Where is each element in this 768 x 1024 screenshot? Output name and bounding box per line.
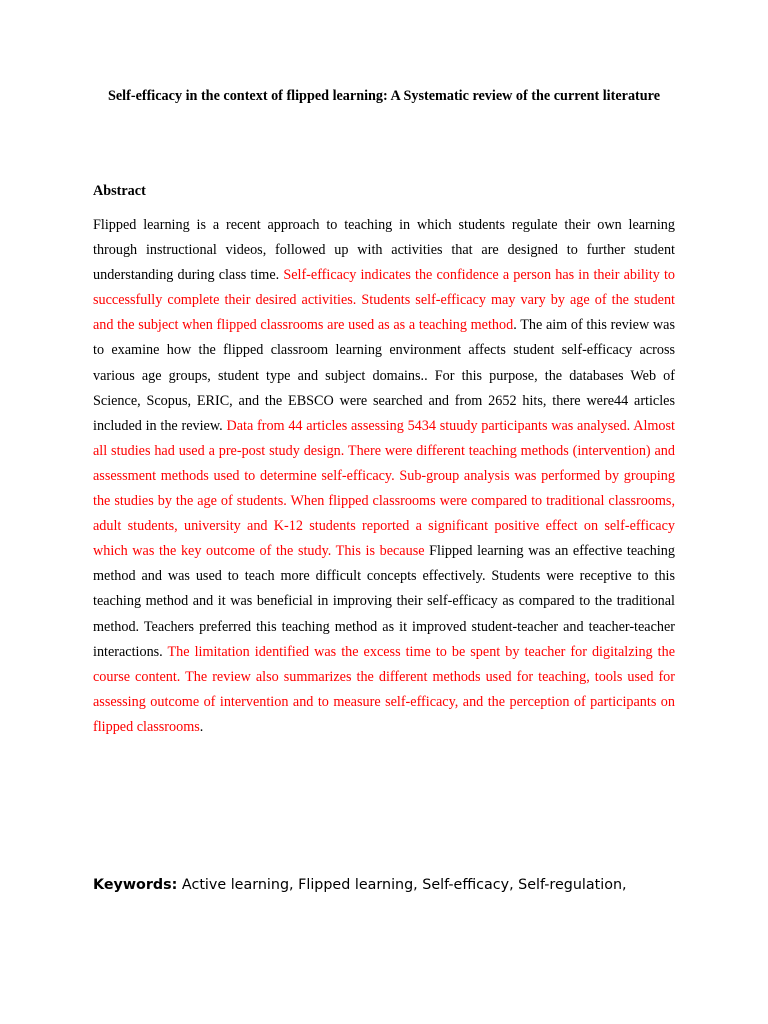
- keywords-list: Active learning, Flipped learning, Self-efficacy, Self-regulation,: [177, 877, 627, 893]
- abstract-segment: Flipped learning is a recent approach to teaching in which students regulate their own learning through instructional videos, followed up with activities that are designed to further student understanding during class time.: [93, 217, 675, 284]
- abstract-segment: . The aim of this review was to examine how the flipped classroom learning environment affects student self-efficacy across various age groups, student type and subject domains.. For this purpose, the databases Web of Science, Scopus, ERIC, and the EBSCO were searched and from 2652 hits, there were44 articles included in the review.: [93, 317, 675, 434]
- abstract-segment: .: [199, 718, 204, 735]
- abstract-segment-highlighted: Data from 44 articles assessing 5434 stuudy participants was analysed. Almost all studies had used a pre-post study design. There were different teaching methods (intervention) and assessment methods used to determine self-efficacy. Sub-group analysis was performed by grouping the studies by the age of students. When flipped classrooms were compared to traditional classrooms, adult students, university and K-12 students reported a significant positive effect on self-efficacy which was the key outcome of the study. This is because: [93, 417, 675, 560]
- abstract-segment: Flipped learning was an effective teaching method and was used to teach more difficult concepts effectively. Students were receptive to this teaching method and it was beneficial in improving their self-efficacy as compared to the traditional method. Teachers preferred this teaching method as it improved student-teacher and teacher-teacher interactions.: [93, 543, 675, 660]
- abstract-body: [93, 213, 675, 740]
- abstract-segment-highlighted: The limitation identified was the excess time to be spent by teacher for digitalzing the course content. The review also summarizes the different methods used for teaching, tools used for assessing outcome of intervention and to measure self-efficacy, and the perception of participants on flipped classrooms: [93, 643, 675, 735]
- keywords-label: Keywords:: [93, 877, 178, 893]
- keywords-line: [93, 873, 693, 897]
- abstract-segment-highlighted: Self-efficacy indicates the confidence a person has in their ability to successfully complete their desired activities. Students self-efficacy may vary by age of the student and the subject when flipped classrooms are used as as a teaching method: [93, 267, 675, 334]
- abstract-heading: Abstract: [93, 183, 146, 199]
- paper-title: Self-efficacy in the context of flipped learning: A Systematic review of the current literature: [107, 88, 660, 104]
